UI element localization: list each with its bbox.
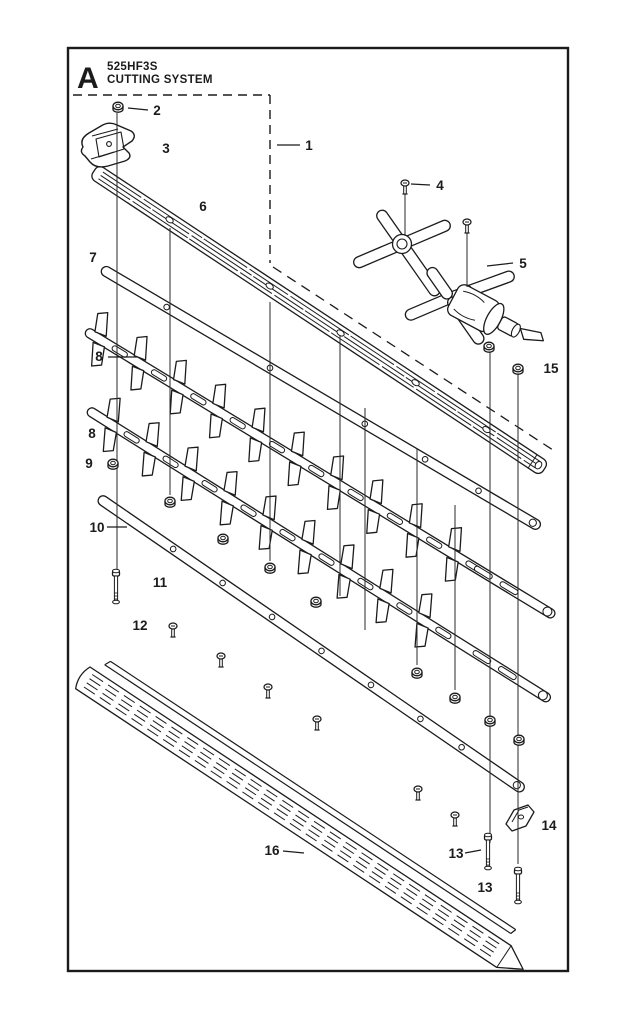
hex-nut-drawing	[108, 459, 118, 469]
part-label-14: 14	[541, 818, 557, 833]
hex-nut-drawing	[485, 716, 495, 726]
hex-nut-drawing	[265, 563, 275, 573]
hex-nut-drawing	[484, 342, 494, 352]
part-label-9: 9	[85, 456, 93, 471]
screw-drawing	[414, 786, 422, 800]
bolt-drawing	[515, 867, 522, 904]
hex-nut-drawing	[218, 534, 228, 544]
hex-nut-drawing	[514, 735, 524, 745]
diagram-title: CUTTING SYSTEM	[107, 74, 213, 86]
hex-nut-drawing	[450, 693, 460, 703]
hex-nut-drawing	[513, 364, 523, 374]
hex-nut-drawing	[165, 497, 175, 507]
gear-housing-drawing	[445, 282, 549, 359]
screw-drawing	[264, 684, 272, 698]
part-label-6: 6	[199, 199, 207, 214]
screw-drawing	[463, 219, 471, 233]
part-label-13: 13	[448, 846, 464, 861]
callout-leader-line	[128, 108, 148, 110]
part-label-3: 3	[162, 141, 170, 156]
part-label-13: 13	[477, 880, 493, 895]
callout-leader-line	[283, 851, 304, 853]
part-label-2: 2	[153, 103, 161, 118]
hex-nut-drawing	[412, 668, 422, 678]
tip-bracket-drawing	[81, 123, 134, 167]
part-label-7: 7	[89, 250, 97, 265]
part-label-10: 10	[89, 520, 105, 535]
part-label-8: 8	[95, 349, 103, 364]
screw-drawing	[451, 812, 459, 826]
part-label-16: 16	[264, 843, 280, 858]
guard-clip-drawing	[506, 805, 534, 831]
bolt-drawing	[485, 833, 492, 870]
part-label-15: 15	[543, 361, 559, 376]
screw-drawing	[169, 623, 177, 637]
hex-nut-drawing	[311, 597, 321, 607]
section-letter: A	[77, 62, 99, 95]
part-label-12: 12	[132, 618, 148, 633]
part-label-5: 5	[519, 256, 527, 271]
model-number: 525HF3S	[107, 61, 158, 73]
drive-assembly-drawing	[352, 208, 549, 359]
callout-leader-line	[465, 850, 481, 853]
screw-drawing	[217, 653, 225, 667]
blade-guard-drawing	[73, 652, 539, 980]
screw-drawing	[401, 180, 409, 194]
bolt-drawing	[113, 569, 120, 604]
screw-drawing	[313, 716, 321, 730]
part-label-4: 4	[436, 178, 444, 193]
part-label-11: 11	[152, 575, 168, 590]
callout-leader-line	[411, 184, 430, 185]
hex-nut-drawing	[113, 102, 123, 112]
part-label-1: 1	[305, 138, 313, 153]
callout-leader-line	[487, 263, 513, 266]
part-label-8: 8	[88, 426, 96, 441]
dashed-region-diagonal	[273, 267, 556, 452]
